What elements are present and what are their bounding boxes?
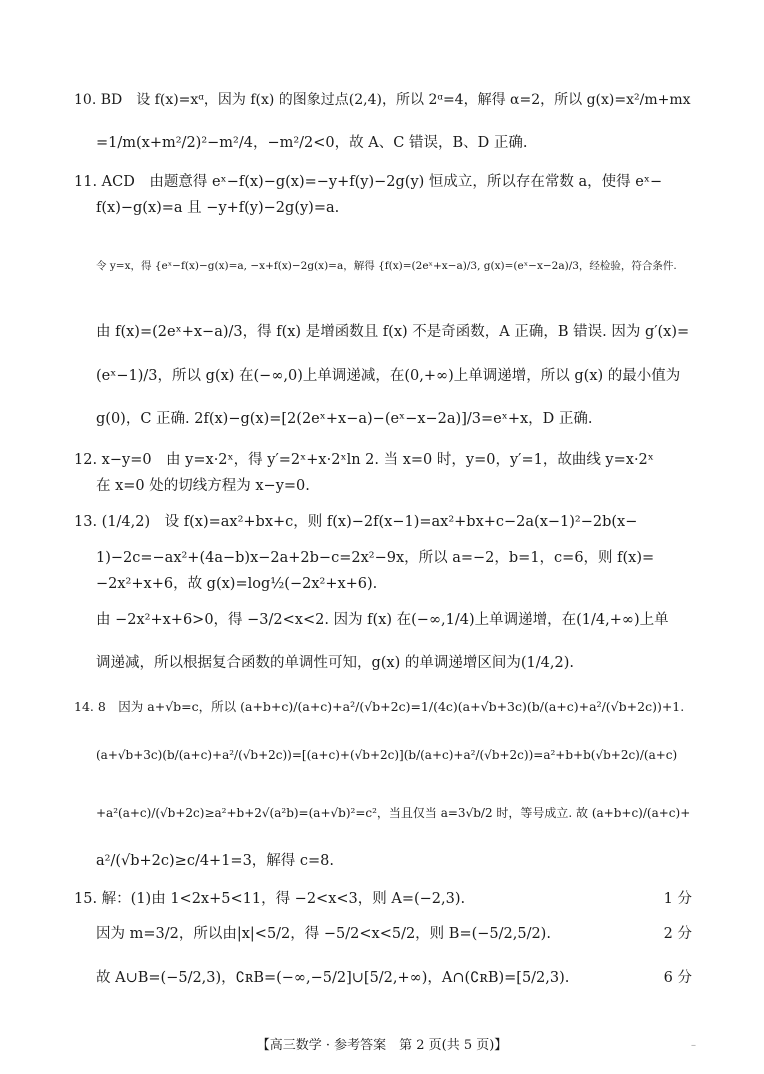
corner-mark: –	[691, 1040, 696, 1051]
score-2: 2 分	[663, 926, 692, 942]
page-footer: 【高三数学 · 参考答案 第 2 页(共 5 页)】	[256, 1038, 508, 1053]
answer-key-page: 10. BD 设 f(x)=xᵅ，因为 f(x) 的图象过点(2,4)，所以 2ᵅ=4，解得 α=2，所以 g(x)=x²/m+mx =1/m(x+m²/2)²−m²/4，−m²/2<0，故 A、C 错误，B、D 正确. 11. ACD 由题意得 eˣ−f(x)−g(x)=−y+f(y)−2g(y) 恒成立，所以存在常数 a，使得 eˣ− f(x)−g(x)=a 且 −y+f(y)−2g(y)=a. 令 y=x，得 {eˣ−f(x)−g(x)=a, −x+f(x)−2g(x)=a，解得 {f(x)=(2eˣ+x−a)/3, g(x)=(eˣ−x−2a)/3，经检验，符合条件. 由 f(x)=(2eˣ+x−a)/3，得 f(x) 是增函数且 f(x) 不是奇函数，A 正确，B 错误. 因为 g′(x)= (eˣ−1)/3，所以 g(x) 在(−∞,0)上单调递减，在(0,+∞)上单调递增，所以 g(x) 的最小值为 g(0)，C 正确. 2f(x)−g(x)=[2(2eˣ+x−a)−(eˣ−x−2a)]/3=eˣ+x，D 正确. 12. x−y=0 由 y=x·2ˣ，得 y′=2ˣ+x·2ˣln 2. 当 x=0 时，y=0，y′=1，故曲线 y=x·2ˣ 在 x=0 处的切线方程为 x−y=0. 13. (1/4,2) 设 f(x)=ax²+bx+c，则 f(x)−2f(x−1)=ax²+bx+c−2a(x−1)²−2b(x− 1)−2c=−ax²+(4a−b)x−2a+2b−c=2x²−9x，所以 a=−2，b=1，c=6，则 f(x)= −2x²+x+6，故 g(x)=log½(−2x²+x+6). 由 −2x²+x+6>0，得 −3/2<x<2. 因为 f(x) 在(−∞,1/4)上单调递增，在(1/4,+∞)上单 调递减，所以根据复合函数的单调性可知，g(x) 的单调递增区间为(1/4,2). 14. 8 因为 a+√b=c，所以 (a+b+c)/(a+c)+a²/(√b+2c)=1/(4c)(a+√b+3c)(b/(a+c)+a²/(√b+2c))+1. (a+√b+3c)(b/(a+c)+a²/(√b+2c))=[(a+c)+(√b+2c)](b/(a+c)+a²/(√b+2c))=a²+b+b(√b+2c)/(a+c) +a²(a+c)/(√b+2c)≥a²+b+2√(a²b)=(a+√b)²=c²，当且仅当 a=3√b/2 时，等号成立. 故 (a+b+c)/(a+c)+ a²/(√b+2c)≥c/4+1=3，解得 c=8. 15. 解：(1)由 1<2x+5<11，得 −2<x<3，则 A=(−2,3). 1 分 因为 m=3/2，所以由|x|<5/2，得 −5/2<x<5/2，则 B=(−5/2,5/2). 2 分 故 A∪B=(−5/2,3)，∁ʀB=(−∞,−5/2]∪[5/2,+∞)，A∩(∁ʀB)=[5/2,3). 6 分 【高三数学 · 参考答案 第 2 页(共 5 页)】 –	[0, 0, 764, 1074]
score-1: 1 分	[663, 891, 692, 907]
score-3: 6 分	[663, 970, 692, 986]
